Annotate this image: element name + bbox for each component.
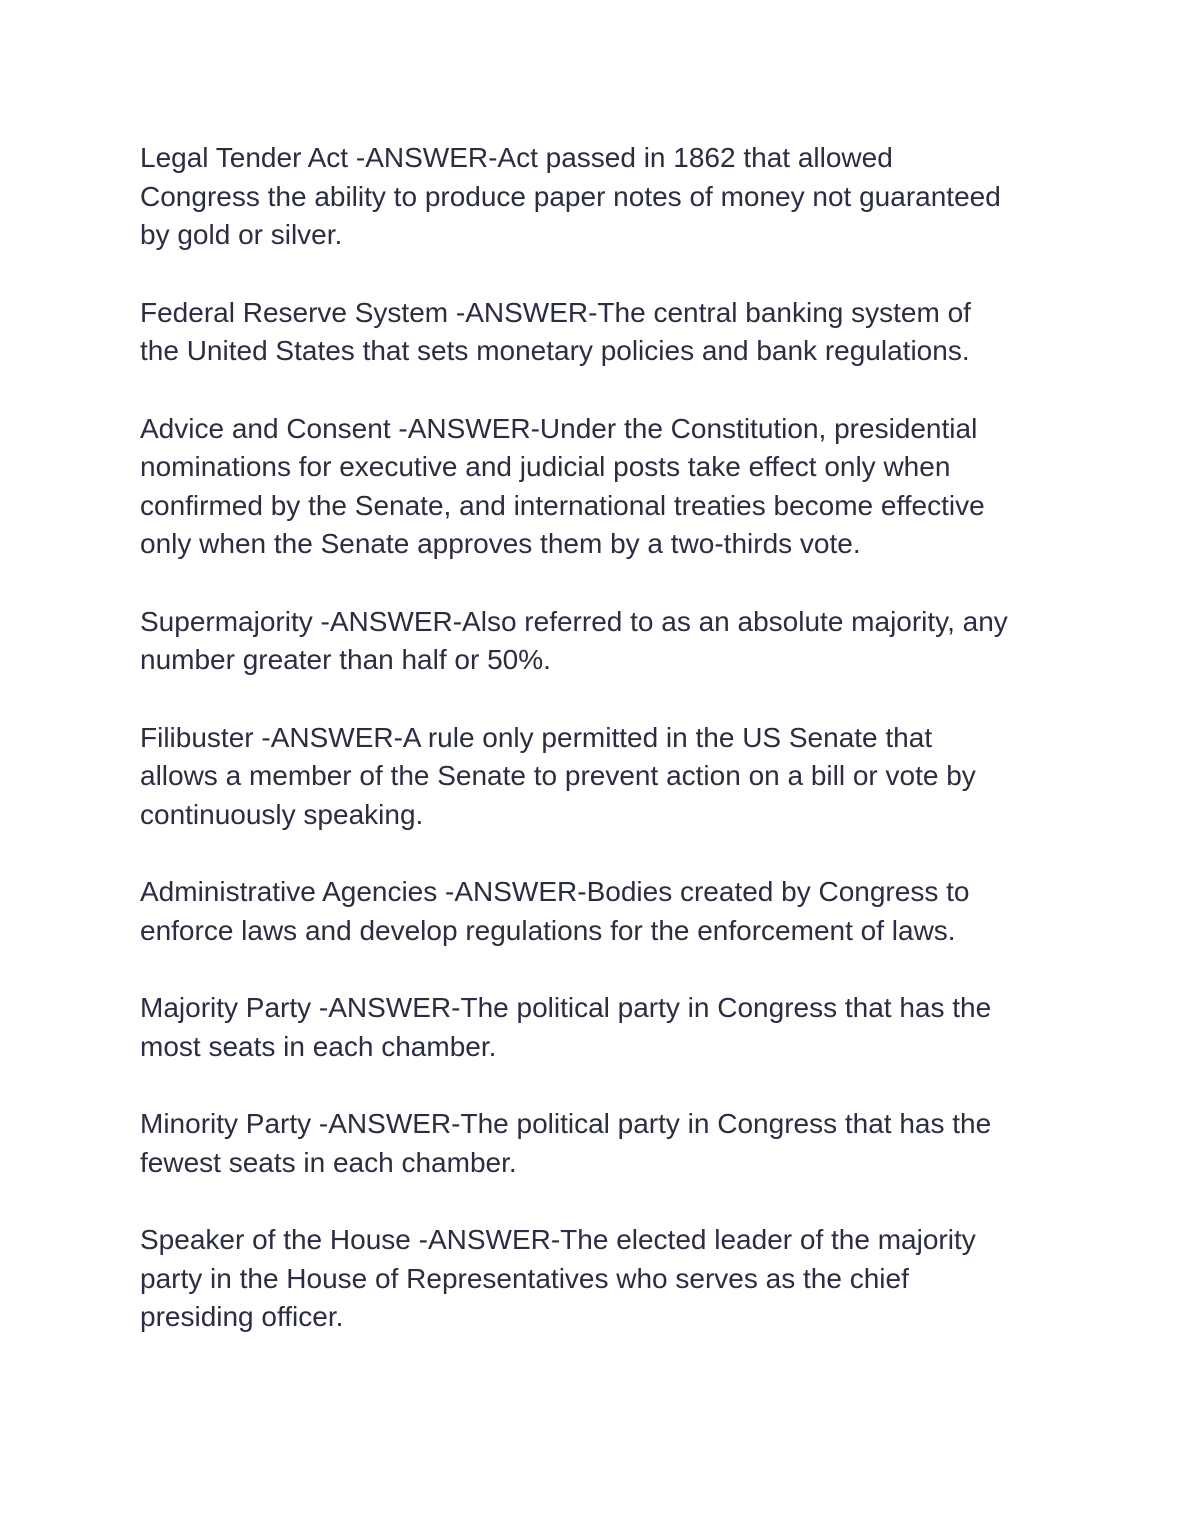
entry-line: fewest seats in each chamber.	[140, 1146, 517, 1178]
entry-line: continuously speaking.	[140, 798, 424, 830]
entry-line: nominations for executive and judicial posts take effect only when	[140, 451, 951, 482]
entry-line: Advice and Consent -ANSWER-Under the Constitution, presidential	[140, 412, 978, 444]
entry-legal-tender-act	[140, 139, 1060, 255]
entry-line: Administrative Agencies -ANSWER-Bodies created by Congress to	[140, 876, 970, 907]
entry-administrative-agencies	[140, 873, 1060, 950]
entry-line: enforce laws and develop regulations for the enforcement of laws.	[140, 914, 956, 946]
entry-speaker-of-the-house	[140, 1221, 1060, 1337]
entry-line: Federal Reserve System -ANSWER-The central banking system of	[140, 296, 971, 328]
entry-line: Speaker of the House -ANSWER-The elected leader of the majority	[140, 1224, 976, 1255]
entry-line: allows a member of the Senate to prevent action on a bill or vote by	[140, 760, 976, 791]
entry-advice-and-consent	[140, 410, 1060, 564]
entry-majority-party	[140, 989, 1060, 1066]
entry-line: Supermajority -ANSWER-Also referred to as an absolute majority, any	[140, 605, 1008, 637]
entry-line: Legal Tender Act -ANSWER-Act passed in 1862 that allowed	[140, 142, 893, 173]
entry-line: only when the Senate approves them by a two-thirds vote.	[140, 528, 861, 559]
entry-supermajority	[140, 603, 1060, 680]
entry-minority-party	[140, 1105, 1060, 1182]
entry-line: number greater than half or 50%.	[140, 644, 551, 675]
entry-line: the United States that sets monetary policies and bank regulations.	[140, 335, 970, 366]
entry-line: by gold or silver.	[140, 219, 343, 250]
entry-filibuster	[140, 719, 1060, 835]
entry-line: Filibuster -ANSWER-A rule only permitted in the US Senate that	[140, 721, 933, 753]
entry-line: party in the House of Representatives who serves as the chief	[140, 1262, 909, 1294]
entry-line: presiding officer.	[140, 1301, 344, 1332]
entry-line: Congress the ability to produce paper notes of money not guaranteed	[140, 180, 1001, 212]
entry-line: Minority Party -ANSWER-The political party in Congress that has the	[140, 1108, 992, 1139]
document-content	[140, 139, 1060, 1376]
entry-line: confirmed by the Senate, and international treaties become effective	[140, 489, 985, 521]
entry-federal-reserve-system	[140, 294, 1060, 371]
entry-line: Majority Party -ANSWER-The political party in Congress that has the	[140, 992, 992, 1023]
entry-line: most seats in each chamber.	[140, 1030, 497, 1062]
